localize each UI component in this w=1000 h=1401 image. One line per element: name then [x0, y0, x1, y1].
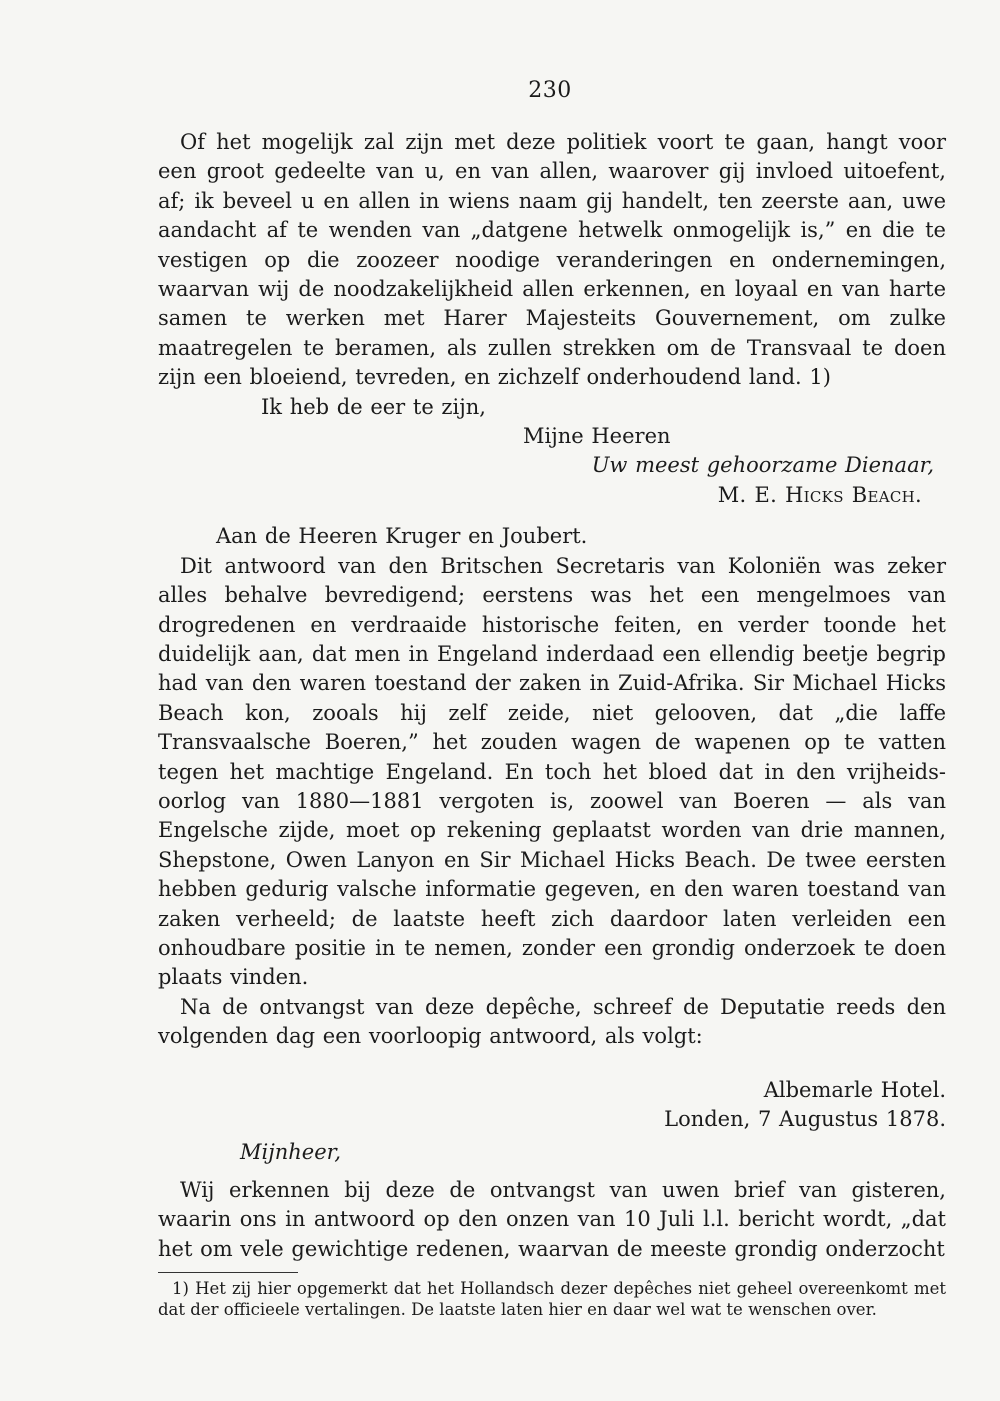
- letter-body: Wij erkennen bij deze de ontvangst van uwen brief van gisteren, waarin ons in antwoord op den onzen van 10 Juli l.l. bericht wordt, „dat het om vele gewichtige redenen, waarvan de meeste grondig onderzocht: [158, 1177, 946, 1261]
- footnote-divider: [158, 1272, 298, 1273]
- body-text: [158, 128, 946, 1264]
- addressee: Aan de Heeren Kruger en Joubert.: [216, 524, 588, 549]
- footnote-text: 1) Het zij hier opgemerkt dat het Hollandsch dezer depêches niet geheel overeenkomt met dat der officieele vertalingen. De laatste laten hier en daar wel wat te wenschen over.: [158, 1279, 946, 1319]
- signature: M. E. Hicks Beach.: [717, 482, 922, 507]
- closing-complimentary: Uw meest gehoorzame Dienaar,: [591, 453, 934, 478]
- paragraph: Of het mogelijk zal zijn met deze politiek voort te gaan, hangt voor een groot gedeelte van u, en van allen, waarover gij invloed uitoefent, af; ik beveel u en allen in wiens naam gij handelt, ten zeerste aan, uwe aandacht af te wenden van „datgene hetwelk onmogelijk is,” en die te vestigen op die zoozeer noodige veranderingen en ondernemingen, waarvan wij de noodzakelijkheid allen erkennen, en loyaal en van harte samen te werken met Harer Majesteits Gouvernement, om zulke maatregelen te beramen, als zullen strekken om de Transvaal te doen zijn een bloeiend, tevreden, en zichzelf onderhoudend land. 1): [158, 130, 946, 390]
- closing-salutation: Mijne Heeren: [523, 424, 671, 449]
- footnote: [158, 1278, 946, 1320]
- paragraph: Na de ontvangst van deze depêche, schreef de Deputatie reeds den volgenden dag een voorloopig antwoord, als volgt:: [158, 994, 946, 1049]
- page-number: 230: [528, 78, 572, 103]
- letter-salutation: Mijnheer,: [240, 1140, 342, 1165]
- closing-line: Ik heb de eer te zijn,: [261, 394, 486, 419]
- paragraph: Dit antwoord van den Britschen Secretaris van Koloniën was zeker alles behalve bevredigend; eerstens was het een mengelmoes van drogredenen en verdraaide historische feiten, en verder toonde het duidelijk aan, dat men in Engeland inderdaad een ellendig beetje begrip had van den waren toestand der zaken in Zuid-Afrika. Sir Michael Hicks Beach kon, zooals hij zelf zeide, niet gelooven, dat „die laffe Transvaalsche Boeren,” het zouden wagen de wapenen op te vatten tegen het machtige Engeland. En toch het bloed dat in den vrijheids-oorlog van 1880—1881 vergoten is, zoowel van Boeren — als van Engelsche zijde, moet op rekening geplaatst worden van drie mannen, Shepstone, Owen Lanyon en Sir Michael Hicks Beach. De twee eersten hebben gedurig valsche informatie gegeven, en den waren toestand van zaken verheeld; de laatste heeft zich daardoor laten verleiden een onhoudbare positie in te nemen, zonder een grondig onderzoek te doen plaats vinden.: [158, 553, 946, 990]
- letter-date: Londen, 7 Augustus 1878.: [664, 1107, 946, 1131]
- letter-address: Albemarle Hotel.: [763, 1077, 946, 1102]
